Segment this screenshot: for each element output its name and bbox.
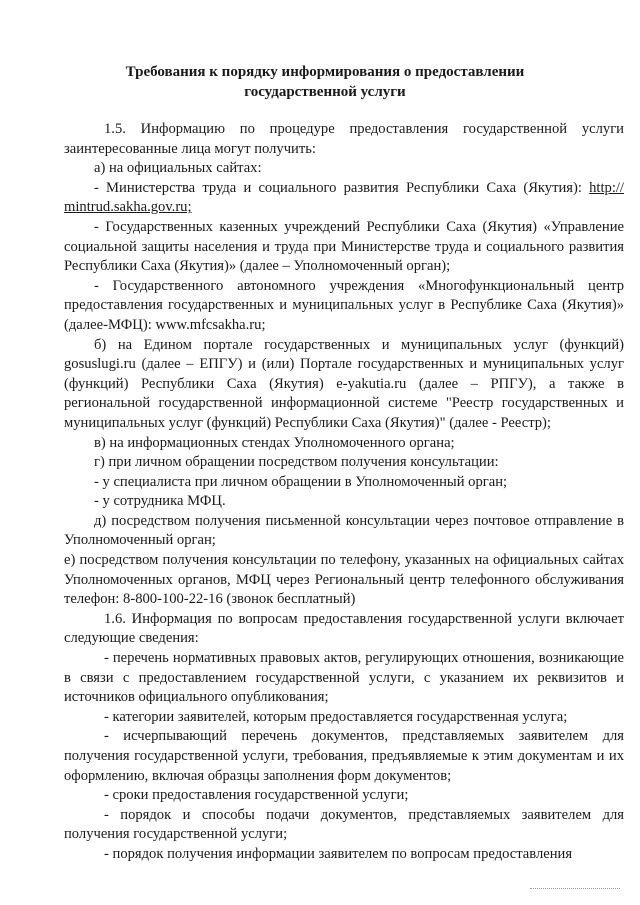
paragraph-d: д) посредством получения письменной консультации через почтовое отправление в Уполномоченный орган;: [64, 512, 624, 549]
paragraph-mfc: - Государственного автономного учреждения «Многофункциональный центр предоставления государственных и муниципальных услуг в Республике Саха (Якутия)» (далее-МФЦ): www.mfcsakha.ru;: [64, 277, 624, 333]
title-line-1: Требования к порядку информирования о предоставлении: [125, 64, 525, 80]
paragraph-mfc-employee: - у сотрудника МФЦ.: [94, 493, 226, 510]
paragraph-e: е) посредством получения консультации по телефону, указанных на официальных сайтах Уполномоченных органов, МФЦ через Региональный центр телефонного обслуживания телефон: 8-800-100-22-16 (звонок бесплатный): [64, 552, 624, 608]
paragraph-1-5: 1.5. Информацию по процедуре предоставления государственной услуги заинтересованные лица могут получить:: [64, 121, 624, 157]
ministry-link[interactable]: http:// mintrud.sakha.gov.ru;: [64, 179, 624, 216]
paragraph-ministry: [64, 179, 624, 218]
paragraph-info-order: - порядок получения информации заявителем по вопросам предоставления: [104, 845, 573, 862]
document-body: [64, 120, 624, 865]
ministry-text: - Министерства труда и социального развития Республики Саха (Якутия):: [94, 179, 590, 196]
footer-divider: [530, 888, 620, 891]
paragraph-1-6: 1.6. Информация по вопросам предоставления государственной услуги включает следующие сведения:: [64, 610, 624, 647]
paragraph-gku: - Государственных казенных учреждений Республики Саха (Якутия) «Управление социальной защиты населения и труда при Министерстве труда и социального развития Республики Саха (Якутия)» (далее – Уполномоченный орган);: [64, 218, 624, 275]
paragraph-categories: - категории заявителей, которым предоставляется государственная услуга;: [104, 708, 568, 725]
paragraph-a: а) на официальных сайтах:: [94, 160, 262, 177]
paragraph-specialist: - у специалиста при личном обращении в Уполномоченный орган;: [94, 473, 508, 490]
paragraph-v: в) на информационных стендах Уполномоченного органа;: [94, 434, 455, 451]
page-title: [60, 62, 590, 102]
title-line-2: государственной услуги: [244, 84, 406, 100]
paragraph-deadlines: - сроки предоставления государственной услуги;: [104, 787, 409, 804]
paragraph-acts: - перечень нормативных правовых актов, регулирующих отношения, возникающие в связи с предоставлением государственной услуги, с указанием их реквизитов и источников официального опубликования;: [64, 650, 624, 706]
paragraph-documents: - исчерпывающий перечень документов, представляемых заявителем для получения государственной услуги, требования, предъявляемые к этим документам и их оформлению, включая образцы заполнения форм документов;: [64, 728, 624, 784]
paragraph-g: г) при личном обращении посредством получения консультации:: [94, 454, 499, 471]
paragraph-submission: - порядок и способы подачи документов, представляемых заявителем для получения государственной услуги;: [64, 806, 624, 843]
paragraph-b: б) на Едином портале государственных и муниципальных услуг (функций) gosuslugi.ru (далее – ЕПГУ) и (или) Портале государственных и муниципальных услуг (функций) Республики Саха (Якутия) e-yakutia.ru (далее – РПГУ), а также в региональной государственной информационной системе "Реестр государственных и муниципальных услуг (функций) Республики Саха (Якутия)" (далее - Реестр);: [64, 336, 624, 431]
